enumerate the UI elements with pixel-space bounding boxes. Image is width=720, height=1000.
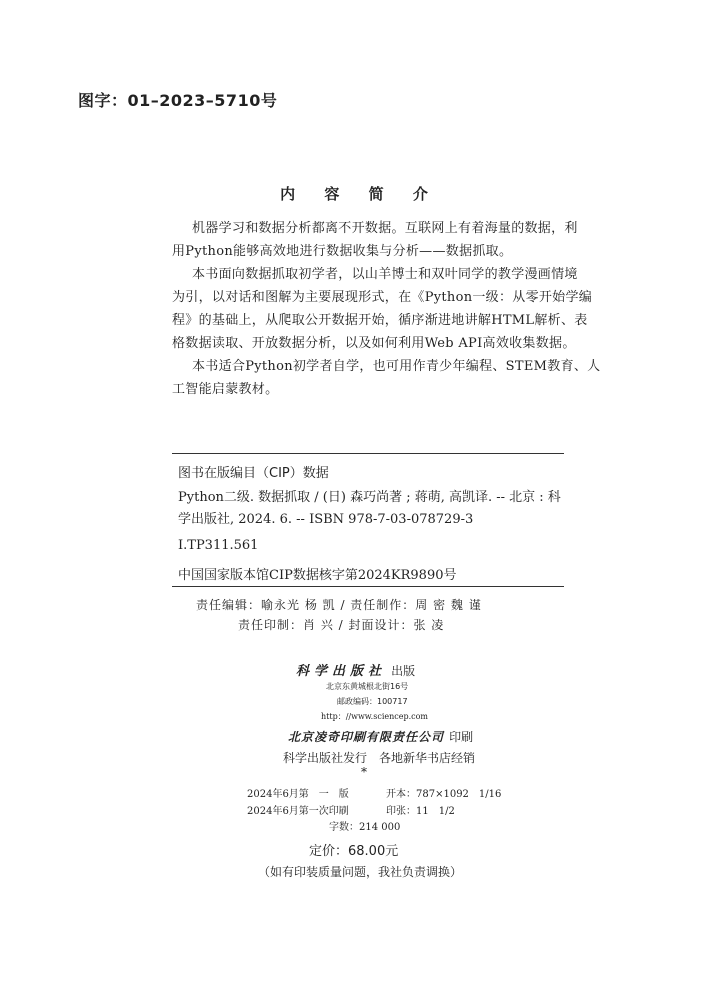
book-format: 开本：787×1092 1/16 bbox=[386, 789, 502, 800]
intro-line: 本书适合Python初学者自学，也可用作青少年编程、STEM教育、人 bbox=[192, 359, 601, 374]
edition-date: 2024年6月第 一 版 bbox=[247, 789, 349, 800]
printer-line bbox=[288, 726, 473, 745]
printer-suffix: 印刷 bbox=[449, 730, 474, 744]
printing-sheets: 印张：11 1/2 bbox=[386, 806, 455, 817]
intro-line: 工智能启蒙教材。 bbox=[172, 382, 279, 397]
cip-title: 图书在版编目（CIP）数据 bbox=[178, 466, 329, 481]
intro-line: 程》的基础上，从爬取公开数据开始，循序渐进地讲解HTML解析、表 bbox=[172, 313, 588, 328]
production-credits: 责任印制：肖 兴 / 封面设计：张 凌 bbox=[238, 618, 445, 632]
publisher-suffix: 出版 bbox=[391, 664, 416, 678]
editor-credits: 责任编辑：喻永光 杨 凯 / 责任制作：周 密 魏 谨 bbox=[196, 598, 482, 612]
cip-entry-line: 学出版社, 2024. 6. -- ISBN 978-7-03-078729-3 bbox=[178, 512, 474, 527]
publisher-postcode: 邮政编码：100717 bbox=[337, 697, 408, 706]
quality-notice: （如有印装质量问题，我社负责调换） bbox=[258, 865, 463, 879]
divider bbox=[172, 453, 564, 454]
price: 定价：68.00元 bbox=[309, 844, 399, 859]
publisher-line bbox=[296, 660, 415, 679]
publisher-address: 北京东黄城根北街16号 bbox=[326, 682, 409, 691]
cip-record-number: 中国国家版本馆CIP数据核字第2024KR9890号 bbox=[178, 568, 457, 583]
cip-classification: Ⅰ.TP311.561 bbox=[178, 538, 259, 553]
intro-line: 本书面向数据抓取初学者，以山羊博士和双叶同学的教学漫画情境 bbox=[192, 267, 578, 282]
permit-number: 图字：01–2023–5710号 bbox=[78, 91, 278, 110]
divider bbox=[172, 586, 564, 587]
cip-entry-line: Python二级. 数据抓取 / (日) 森巧尚著 ; 蒋萌, 高凯译. -- 北京 : 科 bbox=[178, 490, 561, 505]
separator-star: * bbox=[361, 765, 367, 779]
publisher-website: http：//www.sciencep.com bbox=[321, 712, 429, 721]
intro-line: 格数据读取、开放数据分析，以及如何利用Web API高效收集数据。 bbox=[172, 336, 576, 351]
printer-name: 北京凌奇印刷有限责任公司 bbox=[288, 730, 445, 744]
intro-line: 机器学习和数据分析都离不开数据。互联网上有着海量的数据，利 bbox=[192, 221, 578, 236]
intro-heading: 内 容 简 介 bbox=[280, 185, 440, 203]
word-count: 字数：214 000 bbox=[329, 822, 401, 833]
intro-line: 用Python能够高效地进行数据收集与分析——数据抓取。 bbox=[172, 244, 513, 259]
distribution-info: 科学出版社发行 各地新华书店经销 bbox=[283, 751, 476, 765]
publisher-name: 科学出版社 bbox=[296, 664, 387, 679]
print-date: 2024年6月第一次印刷 bbox=[247, 806, 349, 817]
intro-line: 为引，以对话和图解为主要展现形式，在《Python一级：从零开始学编 bbox=[172, 290, 593, 305]
